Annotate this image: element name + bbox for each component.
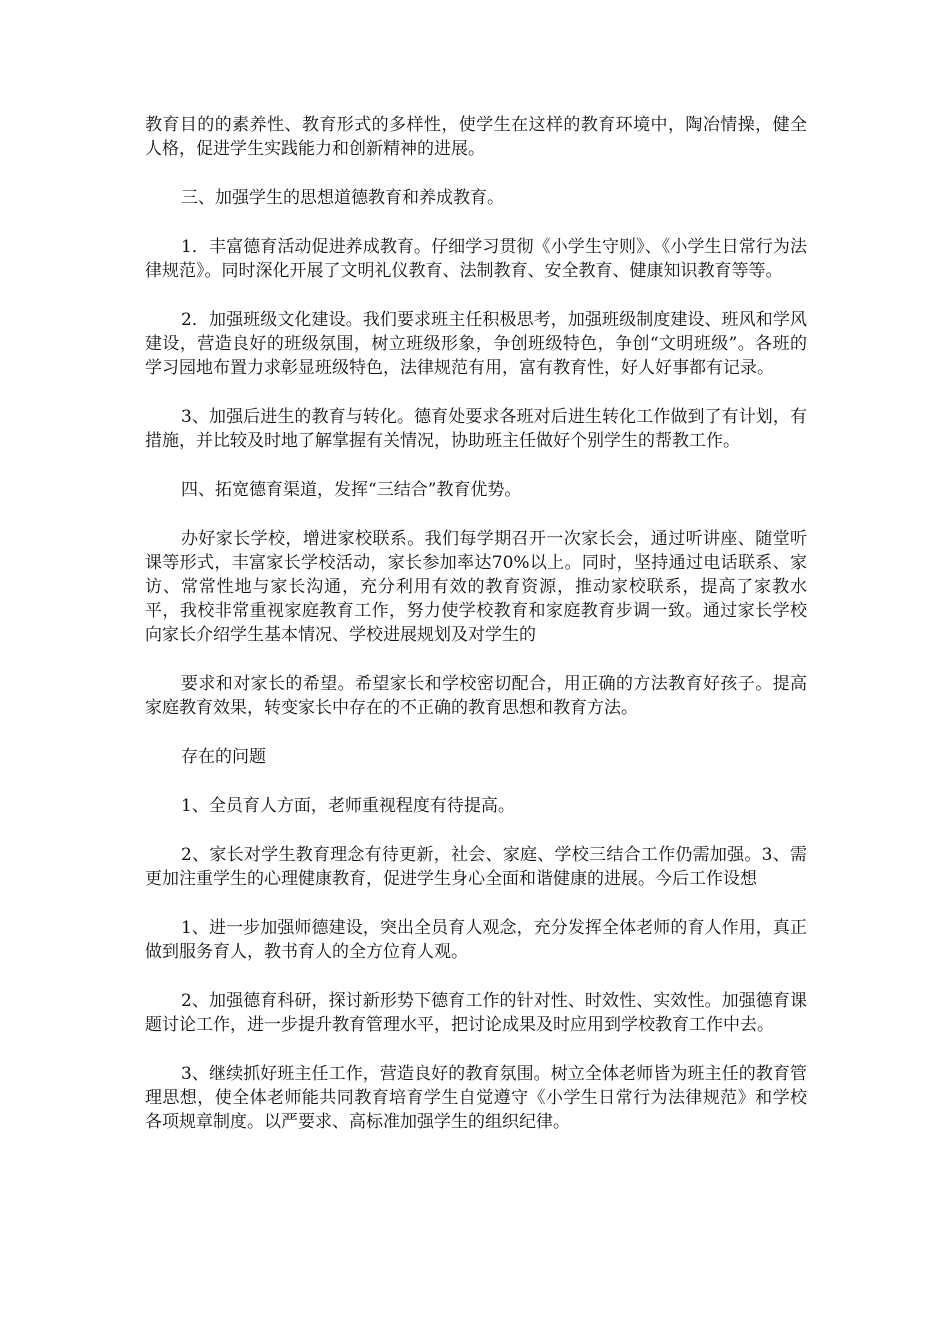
paragraph-problem-2-3: 2、家长对学生教育理念有待更新，社会、家庭、学校三结合工作仍需加强。3、需更加注重学生的心理健康教育，促进学生身心全面和谐健康的进展。今后工作设想 xyxy=(145,845,807,889)
paragraph-parent-school: 办好家长学校，增进家校联系。我们每学期召开一次家长会，通过听讲座、随堂听课等形式，丰富家长学校活动，家长参加率达70%以上。同时，坚持通过电话联系、家访、常常性地与家长沟通，充分利用有效的教育资源，推动家校联系，提高了家教水平，我校非常重视家庭教育工作，努力使学校教育和家庭教育步调一致。通过家长学校向家长介绍学生基本情况、学校进展规划及对学生的 xyxy=(145,529,807,645)
paragraph-item-1-activities: 1．丰富德育活动促进养成教育。仔细学习贯彻《小学生守则》、《小学生日常行为法律规范》。同时深化开展了文明礼仪教育、法制教育、安全教育、健康知识教育等等。 xyxy=(145,237,807,281)
paragraph-plan-2: 2、加强德育科研，探讨新形势下德育工作的针对性、时效性、实效性。加强德育课题讨论工作，进一步提升教育管理水平，把讨论成果及时应用到学校教育工作中去。 xyxy=(145,991,807,1035)
paragraph-plan-3: 3、继续抓好班主任工作，营造良好的教育氛围。树立全体老师皆为班主任的教育管理思想，使全体老师能共同教育培育学生自觉遵守《小学生日常行为法律规范》和学校各项规章制度。以严要求、高标准加强学生的组织纪律。 xyxy=(145,1064,807,1132)
paragraph-item-2-class-culture: 2．加强班级文化建设。我们要求班主任积极思考，加强班级制度建设、班风和学风建设，营造良好的班级氛围，树立班级形象，争创班级特色，争创“文明班级”。各班的学习园地布置力求彰显班级特色，法律规范有用，富有教育性，好人好事都有记录。 xyxy=(145,310,807,378)
paragraph-plan-1: 1、进一步加强师德建设，突出全员育人观念，充分发挥全体老师的育人作用，真正做到服务育人，教书育人的全方位育人观。 xyxy=(145,918,807,962)
paragraph-intro-continuation: 教育目的的素养性、教育形式的多样性，使学生在这样的教育环境中，陶冶情操，健全人格，促进学生实践能力和创新精神的进展。 xyxy=(145,115,807,159)
section-heading-moral-education: 三、加强学生的思想道德教育和养成教育。 xyxy=(181,188,504,208)
document-body xyxy=(145,113,807,1159)
paragraph-item-3-struggling-students: 3、加强后进生的教育与转化。德育处要求各班对后进生转化工作做到了有计划，有措施，并比较及时地了解掌握有关情况，协助班主任做好个别学生的帮教工作。 xyxy=(145,407,807,451)
paragraph-parent-expectations: 要求和对家长的希望。希望家长和学校密切配合，用正确的方法教育好孩子。提高家庭教育效果，转变家长中存在的不正确的教育思想和教育方法。 xyxy=(145,674,807,718)
section-heading-problems: 存在的问题 xyxy=(181,747,266,767)
paragraph-problem-1: 1、全员育人方面，老师重视程度有待提高。 xyxy=(181,796,515,816)
section-heading-three-combination: 四、拓宽德育渠道，发挥“三结合”教育优势。 xyxy=(181,480,522,500)
